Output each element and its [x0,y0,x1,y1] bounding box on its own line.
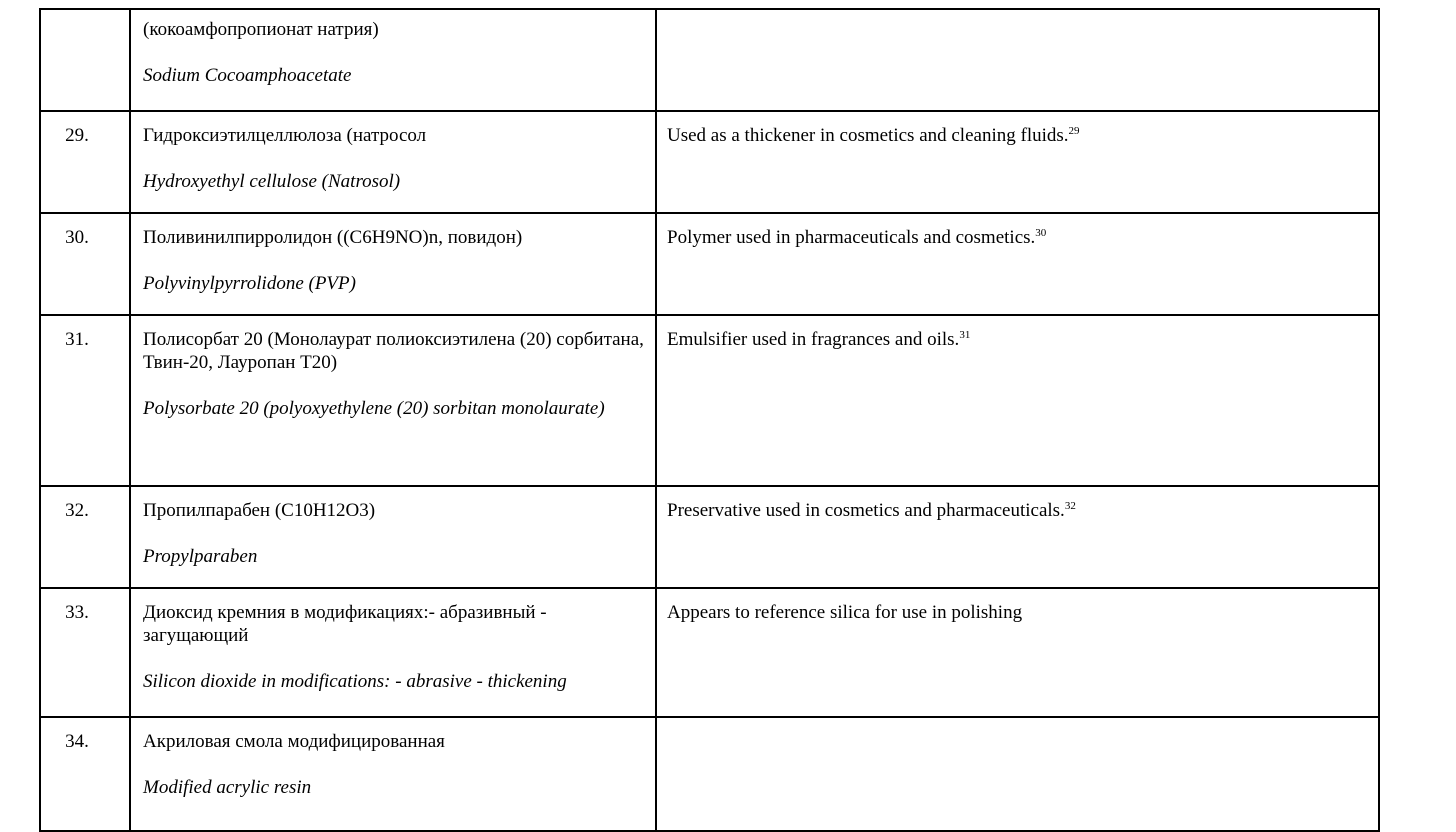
english-name: Propylparaben [143,546,258,567]
usage-cell [656,9,1379,111]
table-row [40,315,1379,486]
usage-cell [656,588,1379,717]
russian-name: Диоксид кремния в модификациях:- абразивный - загущающий [143,602,547,646]
english-name: Polyvinylpyrrolidone (PVP) [143,273,356,294]
row-number: 29. [65,125,89,146]
usage-text: Preservative used in cosmetics and pharmaceuticals. [667,500,1065,521]
footnote-ref: 30 [1035,227,1047,239]
table-row [40,588,1379,717]
footnote-ref: 31 [959,329,971,341]
row-number: 31. [65,329,89,350]
english-name: Silicon dioxide in modifications: - abrasive - thickening [143,671,567,692]
ingredient-name-cell [130,111,656,213]
row-number: 34. [65,731,89,752]
row-number: 32. [65,500,89,521]
footnote-ref: 32 [1064,500,1076,512]
ingredients-table [39,8,1380,832]
usage-cell [656,486,1379,588]
english-name: Modified acrylic resin [143,777,312,798]
english-name: Hydroxyethyl cellulose (Natrosol) [143,171,401,192]
usage-cell [656,111,1379,213]
row-number: 33. [65,602,89,623]
row-number-cell [40,9,130,111]
row-number [41,10,129,22]
row-number-cell [40,486,130,588]
ingredient-name-cell [130,213,656,315]
russian-name: Полисорбат 20 (Монолаурат полиоксиэтилена (20) сорбитана, Твин-20, Лауропан Т20) [143,329,644,373]
ingredient-name-cell [130,588,656,717]
usage-text: Appears to reference silica for use in polishing [667,602,1023,623]
russian-name: Гидроксиэтилцеллюлоза (натросол [143,125,427,146]
russian-name: Пропилпарабен (C10H12O3) [143,500,376,521]
row-number: 30. [65,227,89,248]
table-row [40,213,1379,315]
usage-text: Used as a thickener in cosmetics and cleaning fluids. [667,125,1069,146]
table-row [40,717,1379,831]
row-number-cell [40,315,130,486]
usage-cell [656,213,1379,315]
ingredient-name-cell [130,9,656,111]
english-name: Polysorbate 20 (polyoxyethylene (20) sorbitan monolaurate) [143,398,605,419]
row-number-cell [40,717,130,831]
usage-text: Polymer used in pharmaceuticals and cosmetics. [667,227,1036,248]
row-number-cell [40,111,130,213]
ingredient-name-cell [130,486,656,588]
english-name: Sodium Cocoamphoacetate [143,65,352,86]
usage-cell [656,315,1379,486]
table-row [40,9,1379,111]
usage-cell [656,717,1379,831]
row-number-cell [40,213,130,315]
table-row [40,486,1379,588]
table-row [40,111,1379,213]
usage-text: Emulsifier used in fragrances and oils. [667,329,960,350]
row-number-cell [40,588,130,717]
russian-name: Акриловая смола модифицированная [143,731,445,752]
ingredient-name-cell [130,315,656,486]
russian-name: Поливинилпирролидон ((C6H9NO)n, повидон) [143,227,523,248]
footnote-ref: 29 [1068,125,1080,137]
russian-name: (кокоамфопропионат натрия) [143,19,379,40]
ingredient-name-cell [130,717,656,831]
